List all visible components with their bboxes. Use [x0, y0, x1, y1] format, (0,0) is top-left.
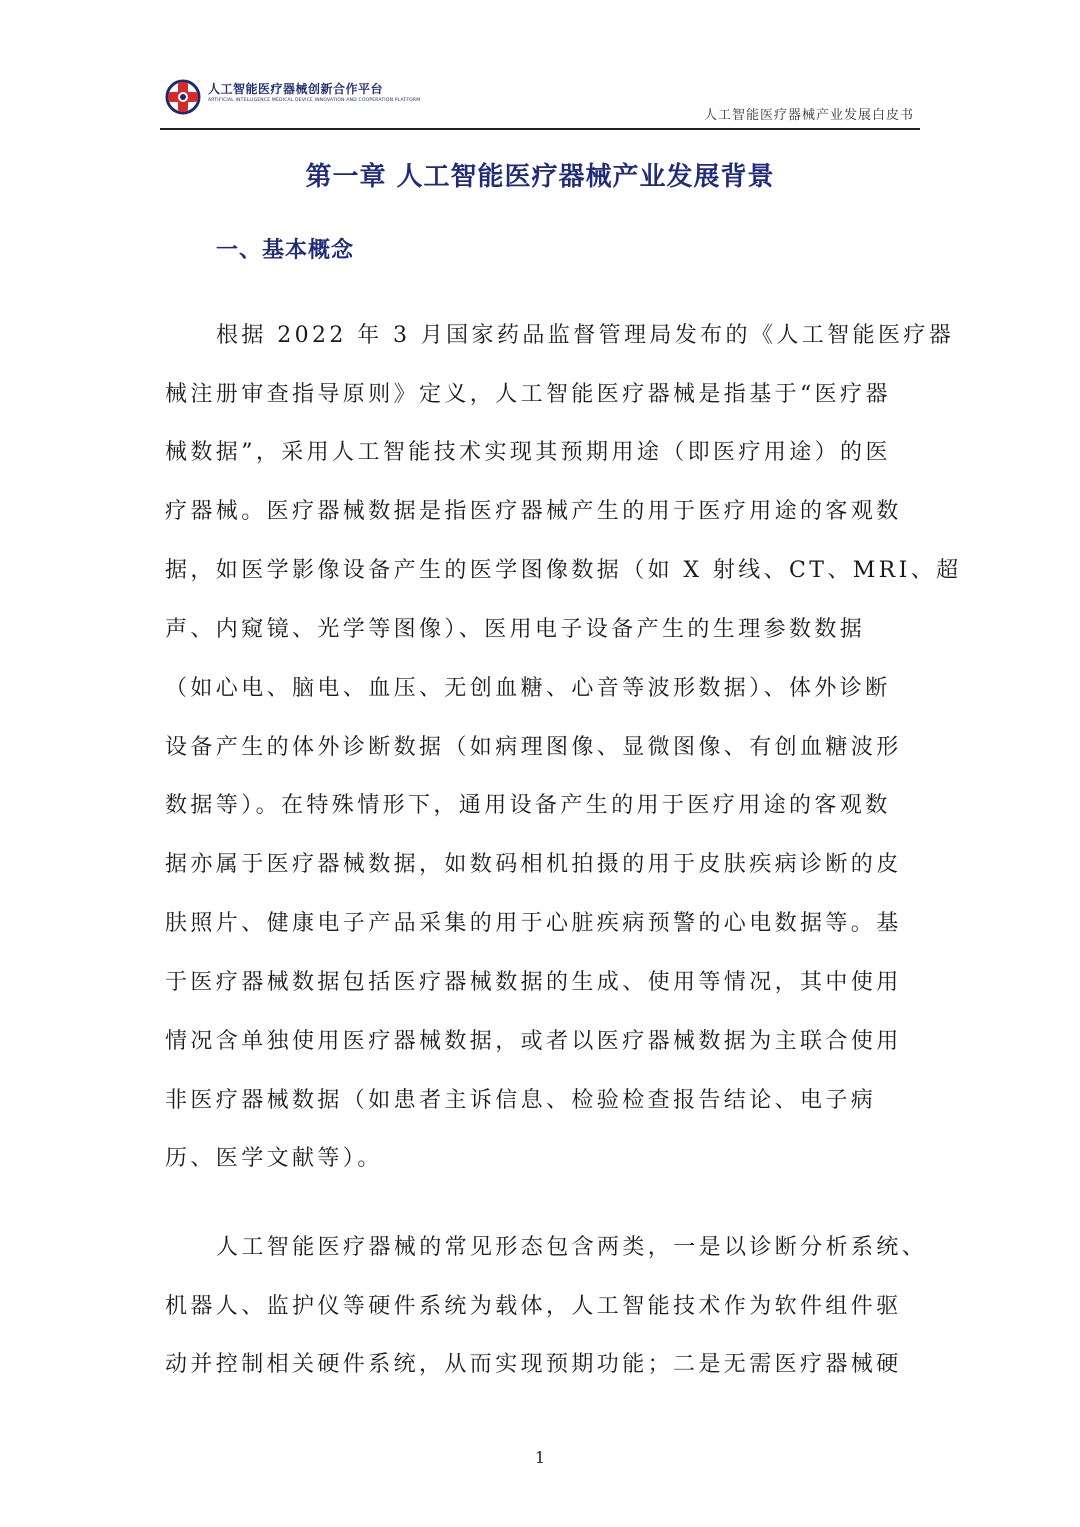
paragraph-line: 据亦属于医疗器械数据，如数码相机拍摄的用于皮肤疾病诊断的皮	[165, 852, 902, 877]
document-title: 人工智能医疗器械产业发展白皮书	[703, 108, 914, 123]
paragraph-line: 机器人、监护仪等硬件系统为载体，人工智能技术作为软件组件驱	[165, 1294, 902, 1319]
page-header	[160, 66, 920, 130]
medical-cross-logo-icon	[164, 78, 202, 116]
paragraph-line: 械注册审查指导原则》定义，人工智能医疗器械是指基于“医疗器	[165, 382, 891, 407]
section-title: 一、基本概念	[216, 238, 355, 263]
paragraph-line: 声、内窥镜、光学等图像）、医用电子设备产生的生理参数数据	[165, 617, 866, 642]
paragraph-line: 于医疗器械数据包括医疗器械数据的生成、使用等情况，其中使用	[165, 970, 902, 995]
paragraph-line: 设备产生的体外诊断数据（如病理图像、显微图像、有创血糖波形	[165, 735, 902, 760]
paragraph-line: 情况含单独使用医疗器械数据，或者以医疗器械数据为主联合使用	[165, 1029, 902, 1054]
platform-logo	[160, 74, 421, 114]
logo-text-cn: 人工智能医疗器械创新合作平台	[208, 82, 384, 96]
paragraph-line: 根据 2022 年 3 月国家药品监督管理局发布的《人工智能医疗器	[216, 323, 955, 348]
paragraph-line: 疗器械。医疗器械数据是指医疗器械产生的用于医疗用途的客观数	[165, 499, 902, 524]
paragraph-line: 肤照片、健康电子产品采集的用于心脏疾病预警的心电数据等。基	[165, 911, 902, 936]
chapter-title: 第一章 人工智能医疗器械产业发展背景	[305, 162, 775, 192]
paragraph-line: 动并控制相关硬件系统，从而实现预期功能；二是无需医疗器械硬	[165, 1352, 902, 1377]
paragraph-line: 非医疗器械数据（如患者主诉信息、检验检查报告结论、电子病	[165, 1088, 877, 1113]
paragraph-line: 械数据”，采用人工智能技术实现其预期用途（即医疗用途）的医	[165, 440, 891, 465]
page-number: 1	[534, 1448, 546, 1467]
paragraph-line: （如心电、脑电、血压、无创血糖、心音等波形数据）、体外诊断	[165, 676, 891, 701]
logo-text-en: ARTIFICIAL INTELLIGENCE MEDICAL DEVICE INNOVATION AND COOPERATION PLATFORM	[208, 98, 421, 103]
paragraph-line: 历、医学文献等）。	[165, 1146, 383, 1171]
paragraph-line: 人工智能医疗器械的常见形态包含两类，一是以诊断分析系统、	[216, 1235, 928, 1260]
paragraph-line: 据，如医学影像设备产生的医学图像数据（如 X 射线、CT、MRI、超	[165, 558, 962, 583]
paragraph-line: 数据等）。在特殊情形下，通用设备产生的用于医疗用途的客观数	[165, 793, 891, 818]
